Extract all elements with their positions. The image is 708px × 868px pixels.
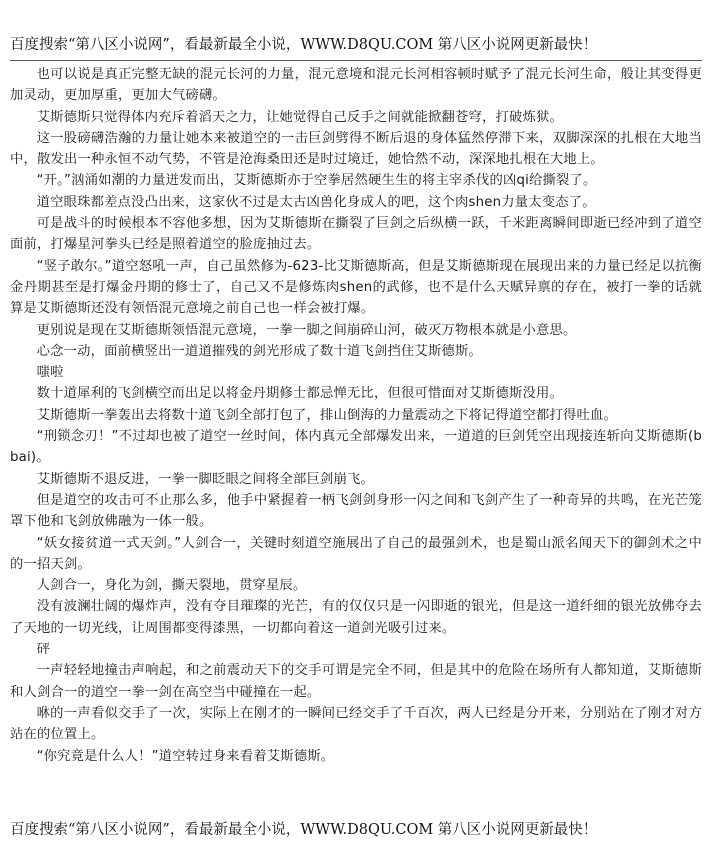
paragraph: “妖女接贫道一式天剑。”人剑合一，关键时刻道空施展出了自己的最强剑术，也是蜀山派名闻天下的御剑术之中的一招天剑。	[10, 535, 702, 572]
paragraph: 可是战斗的时候根本不容他多想，因为艾斯德斯在撕裂了巨剑之后纵横一跃，千米距离瞬间即逝已经冲到了道空面前，打爆星河拳头已经是照着道空的脸庞抽过去。	[10, 216, 702, 253]
paragraph: 艾斯德斯不退反进，一拳一脚眨眼之间将全部巨剑崩飞。	[36, 471, 375, 487]
paragraph: 心念一动，面前横竖出一道道摧残的剑光形成了数十道飞剑挡住艾斯德斯。	[36, 343, 482, 359]
paragraph: 砰	[36, 642, 51, 658]
paragraph: “竖子敢尔。”道空怒吼一声，自己虽然修为-623-比艾斯德斯高，但是艾斯德斯现在展现出来的力量已经足以抗衡金丹期甚至是打爆金丹期的修士了，自己又不是修炼肉shen的武修，也不是什么天赋异禀的存在，被打一拳的话就算是艾斯德斯还没有领悟混元意境之前自己也一样会被打爆。	[10, 258, 702, 317]
paragraph: 艾斯德斯只觉得体内充斥着滔天之力，让她觉得自己反手之间就能掀翻苍穹，打破炼狱。	[36, 109, 563, 125]
chapter-body	[10, 64, 702, 767]
paragraph: “开。”汹涌如潮的力量迸发而出，艾斯德斯亦于空拳居然硬生生的将主宰杀伐的凶qi给撕裂了。	[36, 173, 597, 189]
paragraph: 人剑合一，身化为剑，撕天裂地，贯穿星辰。	[36, 578, 307, 594]
paragraph: “你究竟是什么人！”道空转过身来看着艾斯德斯。	[36, 748, 335, 764]
site-banner-header: 百度搜索“第八区小说网”，看最新最全小说，WWW.D8QU.COM 第八区小说网更新最快！	[10, 37, 598, 53]
paragraph: 更别说是现在艾斯德斯领悟混元意境，一拳一脚之间崩碎山河，破灭万物根本就是小意思。	[36, 322, 577, 338]
paragraph: 道空眼珠都差点没凸出来，这家伙不过是太古凶兽化身成人的吧，这个肉shen力量太变态了。	[36, 194, 596, 210]
paragraph: 这一股磅礴浩瀚的力量让她本来被道空的一击巨剑劈得不断后退的身体猛然停滞下来，双脚深深的扎根在大地当中，散发出一种永恒不动气势，不管是沧海桑田还是时过境迁，她恰然不动，深深地扎根在大地上。	[10, 130, 702, 168]
paragraph: 艾斯德斯一拳轰出去将数十道飞剑全部打包了，排山倒海的力量震动之下将记得道空都打得吐血。	[36, 407, 617, 423]
paragraph: 嗤啦	[36, 365, 64, 381]
paragraph: 数十道犀利的飞剑横空而出足以将金丹期修士都忌惮无比，但很可惜面对艾斯德斯没用。	[36, 386, 563, 402]
paragraph: 没有波澜壮阔的爆炸声，没有夺目璀璨的光芒，有的仅仅只是一闪即逝的银光，但是这一道纤细的银光放佛夺去了天地的一切光线，让周围都变得漆黑，一切都向着这一道剑光吸引过来。	[10, 599, 702, 636]
paragraph: 咻的一声看似交手了一次，实际上在刚才的一瞬间已经交手了千百次，两人已经是分开来，分别站在了刚才对方站在的位置上。	[10, 705, 702, 743]
site-banner-footer: 百度搜索“第八区小说网”，看最新最全小说，WWW.D8QU.COM 第八区小说网更新最快！	[10, 822, 598, 838]
paragraph: 但是道空的攻击可不止那么多，他手中紧握着一柄飞剑剑身形一闪之间和飞剑产生了一种奇异的共鸣，在光芒笼罩下他和飞剑放佛融为一体一般。	[10, 492, 702, 530]
paragraph: “刑锁念刃！”不过却也被了道空一丝时间，体内真元全部爆发出来，一道道的巨剑凭空出现接连斩向艾斯德斯(bbai)。	[10, 429, 702, 466]
paragraph: 也可以说是真正完整无缺的混元长河的力量，混元意境和混元长河相容顿时赋予了混元长河生命，般让其变得更加灵动，更加厚重，更加大气磅礴。	[10, 67, 702, 104]
paragraph: 一声轻轻地撞击声响起，和之前震动天下的交手可谓是完全不同，但是其中的危险在场所有人都知道，艾斯德斯和人剑合一的道空一拳一剑在高空当中碰撞在一起。	[10, 663, 702, 700]
divider	[10, 60, 702, 61]
